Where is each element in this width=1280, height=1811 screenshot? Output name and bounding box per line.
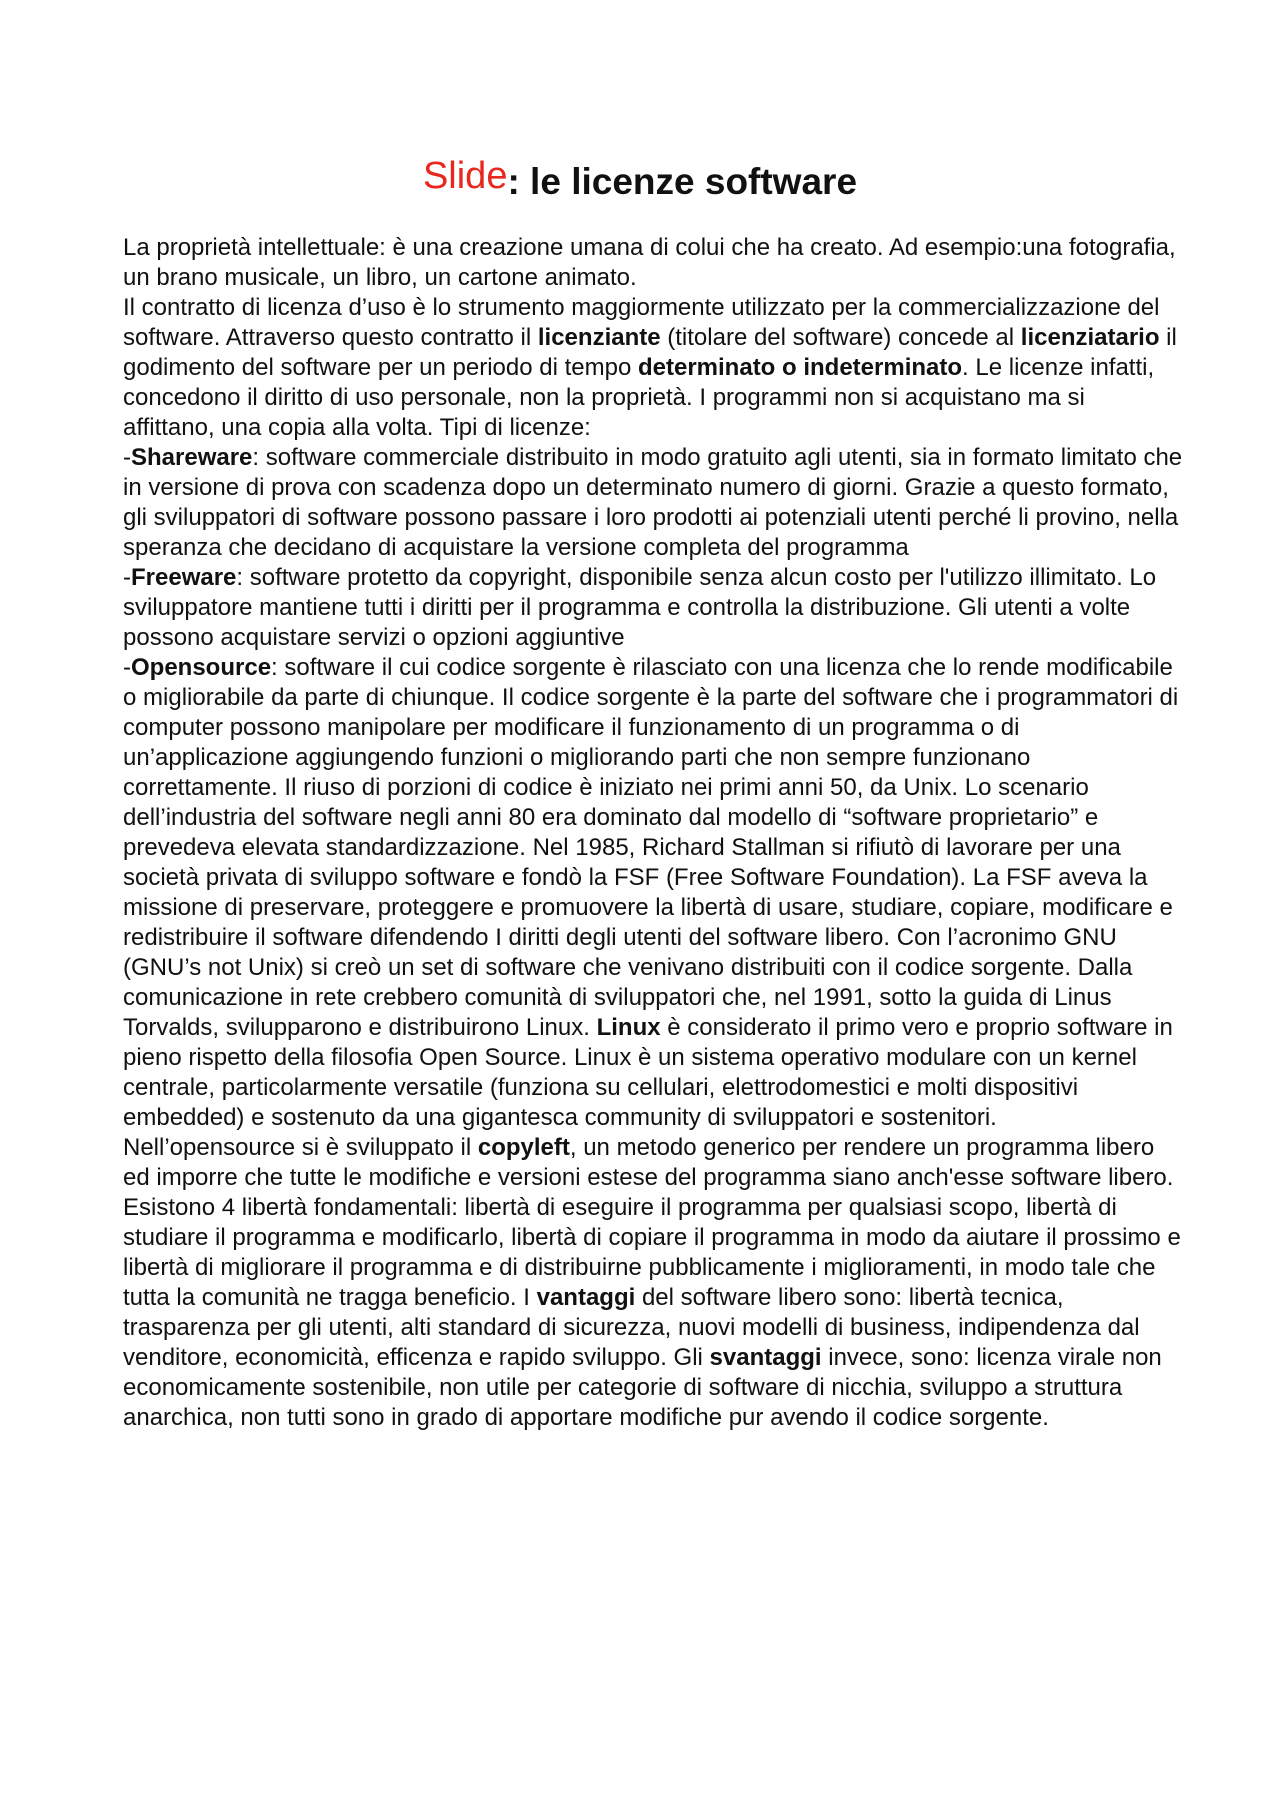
document-body — [123, 233, 1183, 1433]
text-run: , un metodo generico per rendere un programma libero ed imporre che tutte le modifiche e versioni estese del programma siano anch'esse software libero. Esistono 4 libertà fondamentali: libertà di eseguire il programma per qualsiasi scopo, libertà di studiare il programma e modificarlo, libertà di copiare il programma in modo da aiutare il prossimo e libertà di migliorare il programma e di distribuirne pubblicamente i miglioramenti, in modo tale che tutta la comunità ne tragga beneficio. I — [123, 1134, 1181, 1311]
text-run: : software commerciale distribuito in modo gratuito agli utenti, sia in formato limitato che in versione di prova con scadenza dopo un determinato numero di giorni. Grazie a questo formato, gli sviluppatori di software possono passare i loro prodotti ai potenziali utenti perché li provino, nella speranza che decidano di acquistare la versione completa del programma — [123, 444, 1183, 561]
bold-term-shareware: Shareware — [131, 444, 253, 471]
bold-term-vantaggi: vantaggi — [536, 1284, 636, 1311]
bold-term-linux: Linux — [596, 1014, 661, 1041]
bold-term-copyleft: copyleft — [477, 1134, 570, 1161]
page-title — [0, 152, 1280, 212]
list-dash: - — [123, 564, 131, 591]
title-accent-word: Slide — [422, 155, 508, 197]
bold-term-svantaggi: svantaggi — [709, 1344, 822, 1371]
text-run: : software il cui codice sorgente è rilasciato con una licenza che lo rende modificabile o migliorabile da parte di chiunque. Il codice sorgente è la parte del software che i programmatori di computer possono manipolare per modificare il funzionamento di un programma o di un’applicazione aggiungendo funzioni o migliorando parti che non sempre funzionano correttamente. Il riuso di porzioni di codice è iniziato nei primi anni 50, da Unix. Lo scenario dell’industria del software negli anni 80 era dominato dal modello di “software proprietario” e prevedeva elevata standardizzazione. Nel 1985, Richard Stallman si rifiutò di lavorare per una società privata di sviluppo software e fondò la FSF (Free Software Foundation). La FSF aveva la missione di preservare, proteggere e promuovere la libertà di usare, studiare, copiare, modificare e redistribuire il software difendendo I diritti degli utenti del software libero. Con l’acronimo GNU (GNU’s not Unix) si creò un set di software che venivano distribuiti con il codice sorgente. Dalla comunicazione in rete crebbero comunità di sviluppatori che, nel 1991, sotto la guida di Linus Torvalds, svilupparono e distribuirono Linux. — [123, 654, 1179, 1041]
text-run: : software protetto da copyright, disponibile senza alcun costo per l'utilizzo illimitato. Lo sviluppatore mantiene tutti i diritti per il programma e controlla la distribuzione. Gli utenti a volte possono acquistare servizi o opzioni aggiuntive — [123, 564, 1157, 651]
text-run: è considerato il primo vero e proprio software in pieno rispetto della filosofia Open Source. Linux è un sistema operativo modulare con un kernel centrale, particolarmente versatile (funziona su cellulari, elettrodomestici e molti dispositivi embedded) e sostenuto da una gigantesca community di sviluppatori e sostenitori. — [123, 1014, 1173, 1131]
list-dash: - — [123, 654, 131, 681]
text-run: (titolare del software) concede al — [660, 324, 1021, 351]
paragraph-shareware — [123, 443, 1183, 563]
bold-term-durata: determinato o indeterminato — [637, 354, 963, 381]
text-run: Nell’opensource si è sviluppato il — [123, 1134, 478, 1161]
paragraph-opensource — [123, 653, 1183, 1133]
paragraph-intellectual-property — [123, 233, 1183, 293]
text-run: del software libero sono: libertà tecnica, trasparenza per gli utenti, alti standard di sicurezza, nuovi modelli di business, indipendenza dal venditore, economicità, efficenza e rapido sviluppo. Gli — [123, 1284, 1140, 1371]
bold-term-licenziante: licenziante — [537, 324, 661, 351]
paragraph-copyleft — [123, 1133, 1183, 1433]
bold-term-freeware: Freeware — [131, 564, 237, 591]
bold-term-licenziatario: licenziatario — [1020, 324, 1160, 351]
paragraph-license-contract — [123, 293, 1183, 443]
text-run: invece, sono: licenza virale non economicamente sostenibile, non utile per categorie di software di nicchia, sviluppo a struttura anarchica, non tutti sono in grado di apportare modifiche pur avendo il codice sorgente. — [123, 1344, 1162, 1431]
text-run: il godimento del software per un periodo di tempo — [123, 324, 1177, 381]
paragraph-freeware — [123, 563, 1183, 653]
bold-term-opensource: Opensource — [131, 654, 272, 681]
list-dash: - — [123, 444, 131, 471]
text-run: . Le licenze infatti, concedono il diritto di uso personale, non la proprietà. I programmi non si acquistano ma si affittano, una copia alla volta. Tipi di licenze: — [123, 354, 1155, 441]
text-run: La proprietà intellettuale: è una creazione umana di colui che ha creato. Ad esempio:una fotografia, un brano musicale, un libro, un cartone animato. — [123, 234, 1176, 291]
text-run: Il contratto di licenza d’uso è lo strumento maggiormente utilizzato per la commercializzazione del software. Attraverso questo contratto il — [123, 294, 1160, 351]
title-rest: : le licenze software — [507, 161, 858, 202]
